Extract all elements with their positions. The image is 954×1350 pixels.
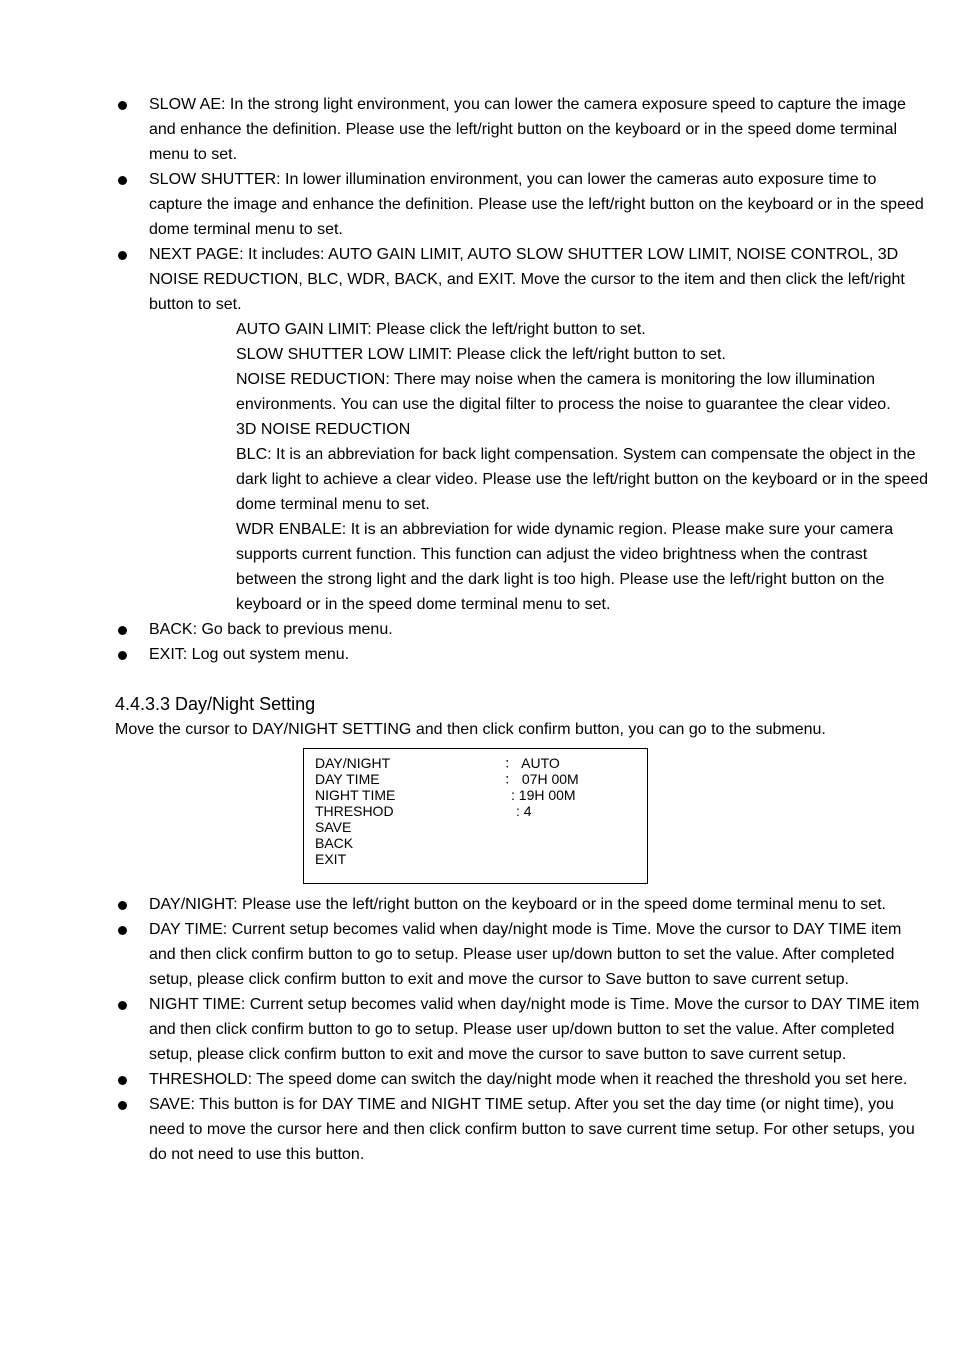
bullet-text: SLOW AE: In the strong light environment, you can lower the camera exposure speed to capture the image and enhance the definition. Please use the left/right button on the keyboard or in the speed dome terminal menu to set. (149, 96, 906, 163)
sub-item-text: BLC: It is an abbreviation for back light compensation. System can compensate the object in the dark light to achieve a clear video. Please use the left/right button on the keyboard or in the speed dome terminal menu to set. (236, 446, 928, 513)
feature-bullet-list (0, 92, 954, 667)
bullet-text: NIGHT TIME: Current setup becomes valid when day/night mode is Time. Move the cursor to DAY TIME item and then click confirm button to go to setup. Please user up/down button to set the value. After completed setup, please click confirm button to exit and move the cursor to save button to save current setup. (149, 996, 920, 1063)
sub-item-text: SLOW SHUTTER LOW LIMIT: Please click the left/right button to set. (236, 346, 726, 363)
sub-item (0, 317, 954, 342)
bullet-icon (118, 101, 127, 110)
bullet-icon (118, 1101, 127, 1110)
list-item (0, 1092, 954, 1167)
menu-label-day-time: DAY TIME (315, 771, 380, 787)
bullet-text: SLOW SHUTTER: In lower illumination environment, you can lower the cameras auto exposure time to capture the image and enhance the definition. Please use the left/right button on the keyboard or in the speed dome terminal menu to set. (149, 171, 924, 238)
bullet-icon (118, 251, 127, 260)
menu-value-day-time: ： 07H 00M (504, 771, 579, 787)
bullet-icon (118, 651, 127, 660)
bullet-icon (118, 176, 127, 185)
menu-value-threshold: : 4 (516, 803, 532, 819)
menu-value-day-night: ： AUTO (504, 755, 560, 771)
section-heading: 4.4.3.3 Day/Night Setting (115, 694, 316, 714)
list-item (0, 242, 954, 317)
list-item (0, 1067, 954, 1092)
menu-item-back: BACK (315, 835, 354, 851)
menu-item-save: SAVE (315, 819, 352, 835)
sub-item-text: NOISE REDUCTION: There may noise when the camera is monitoring the low illumination environments. You can use the digital filter to process the noise to guarantee the clear video. (236, 371, 891, 413)
sub-item-text: 3D NOISE REDUCTION (236, 421, 411, 438)
bullet-icon (118, 1001, 127, 1010)
sub-item (0, 342, 954, 367)
menu-value-night-time: : 19H 00M (511, 787, 576, 803)
menu-label-threshold: THRESHOD (315, 803, 394, 819)
sub-item-text: WDR ENBALE: It is an abbreviation for wide dynamic region. Please make sure your camera supports current function. This function can adjust the video brightness when the contrast between the strong light and the dark light is too high. Please use the left/right button on the keyboard or in the speed dome terminal menu to set. (236, 521, 894, 613)
bullet-text: THRESHOLD: The speed dome can switch the day/night mode when it reached the threshold you set here. (149, 1071, 908, 1088)
menu-item-exit: EXIT (315, 851, 347, 867)
bullet-text: DAY/NIGHT: Please use the left/right button on the keyboard or in the speed dome terminal menu to set. (149, 896, 886, 913)
list-item (0, 617, 954, 642)
sub-item (0, 517, 954, 617)
bullet-text: SAVE: This button is for DAY TIME and NIGHT TIME setup. After you set the day time (or night time), you need to move the cursor here and then click confirm button to save current time setup. For other setups, you do not need to use this button. (149, 1096, 915, 1163)
list-item (0, 917, 954, 992)
list-item (0, 892, 954, 917)
bullet-icon (118, 926, 127, 935)
menu-label-day-night: DAY/NIGHT (315, 755, 391, 771)
section-intro: Move the cursor to DAY/NIGHT SETTING and then click confirm button, you can go to the submenu. (115, 721, 826, 738)
list-item (0, 992, 954, 1067)
sub-item-text: AUTO GAIN LIMIT: Please click the left/right button to set. (236, 321, 646, 338)
bullet-icon (118, 901, 127, 910)
day-night-menu-box (303, 748, 648, 884)
setting-bullet-list (0, 892, 954, 1167)
list-item (0, 92, 954, 167)
bullet-text: DAY TIME: Current setup becomes valid when day/night mode is Time. Move the cursor to DAY TIME item and then click confirm button to go to setup. Please user up/down button to set the value. After completed setup, please click confirm button to exit and move the cursor to Save button to save current setup. (149, 921, 902, 988)
sub-item (0, 417, 954, 442)
bullet-text: NEXT PAGE: It includes: AUTO GAIN LIMIT, AUTO SLOW SHUTTER LOW LIMIT, NOISE CONTROL, 3D NOISE REDUCTION, BLC, WDR, BACK, and EXIT. Move the cursor to the item and then click the left/right button to set. (149, 246, 905, 313)
list-item (0, 642, 954, 667)
sub-item (0, 367, 954, 417)
sub-item (0, 442, 954, 517)
bullet-icon (118, 1076, 127, 1085)
menu-label-night-time: NIGHT TIME (315, 787, 396, 803)
bullet-text: EXIT: Log out system menu. (149, 646, 350, 663)
bullet-icon (118, 626, 127, 635)
bullet-text: BACK: Go back to previous menu. (149, 621, 393, 638)
list-item (0, 167, 954, 242)
